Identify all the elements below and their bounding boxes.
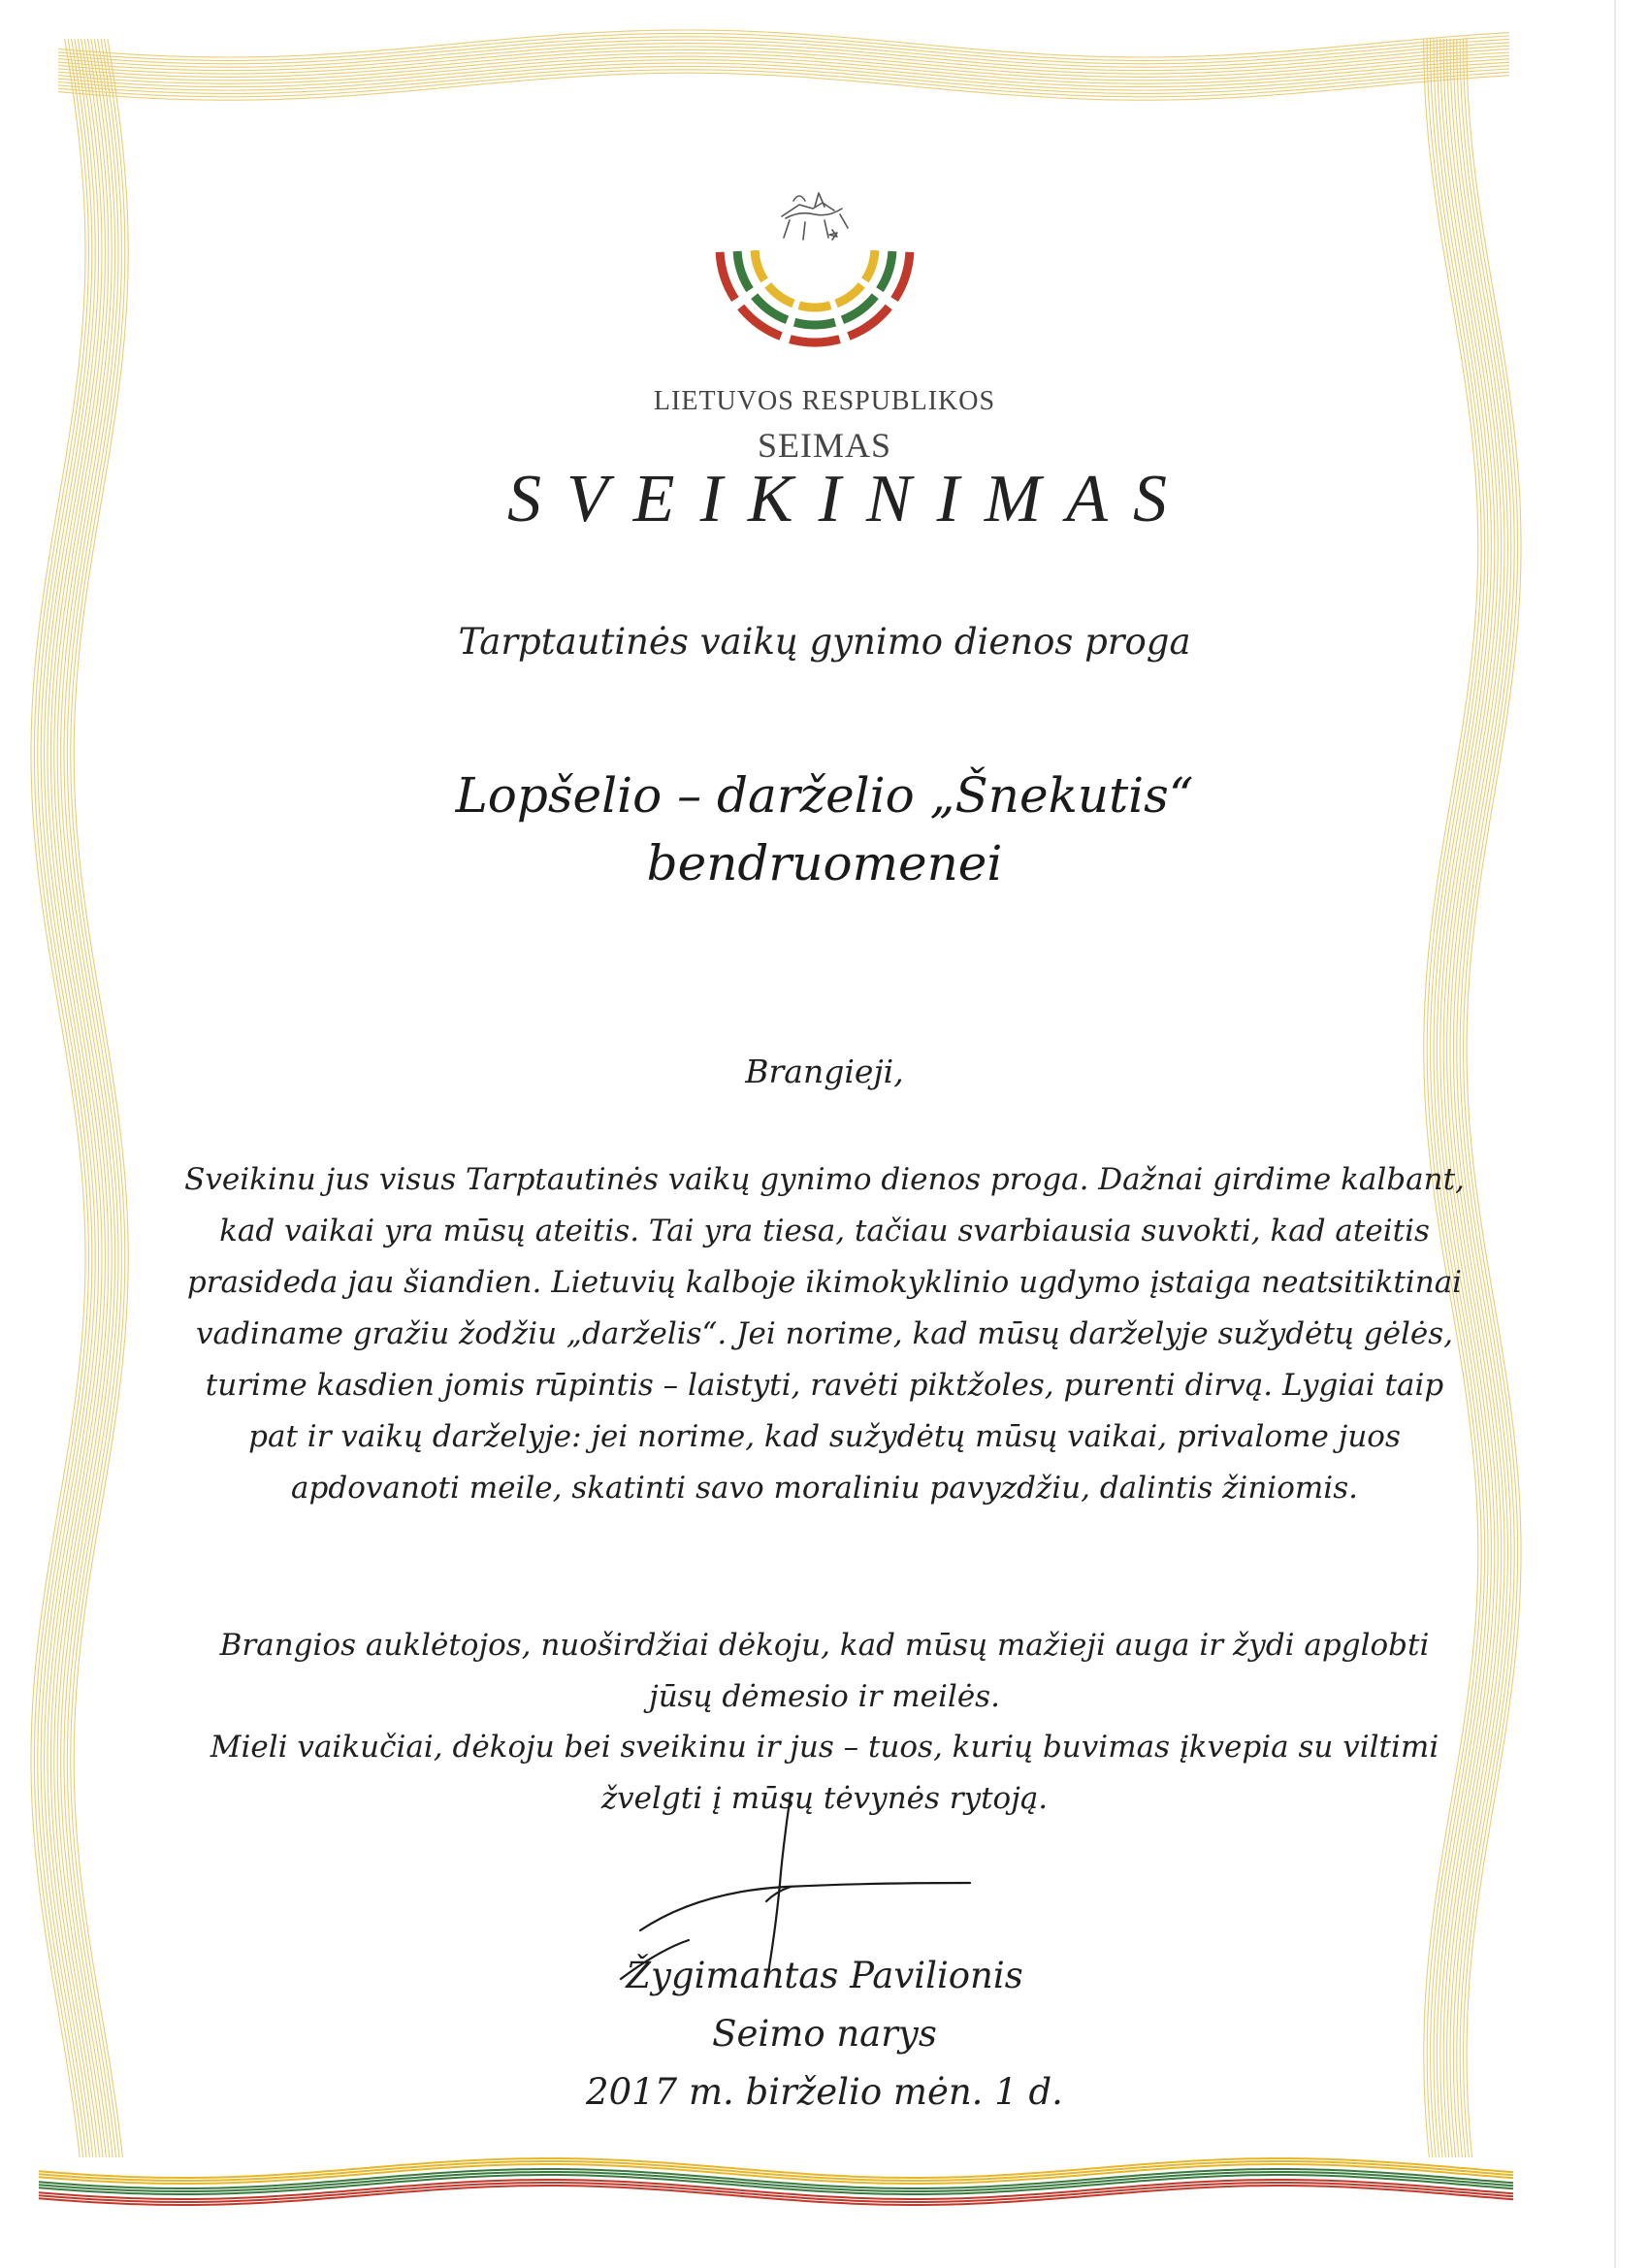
recipient [0, 761, 1649, 897]
document-title: SVEIKINIMAS [507, 462, 1192, 536]
greeting: Brangieji, [745, 1053, 904, 1090]
recipient-line-2: bendruomenei [646, 835, 1003, 891]
signatory-role: Seimo narys [712, 2013, 937, 2055]
institution-line-1: LIETUVOS RESPUBLIKOS [653, 386, 996, 416]
signatory-name: Žygimantas Pavilionis [626, 1955, 1023, 1996]
page-edge [1614, 0, 1616, 2268]
document-date: 2017 m. birželio mėn. 1 d. [586, 2071, 1063, 2113]
body-paragraph-2: Brangios auklėtojos, nuoširdžiai dėkoju, kad mūsų mažieji auga ir žydi apglobti jūsų dėmesio ir meilės. [219, 1628, 1430, 1714]
institution-name: SEIMAS [757, 426, 892, 465]
recipient-line-1: Lopšelio – darželio „Šnekutis“ [455, 767, 1194, 824]
seimas-emblem-icon [669, 179, 960, 373]
occasion-line: Tarptautinės vaikų gynimo dienos proga [458, 621, 1191, 663]
body-paragraph-1: Sveikinu jus visus Tarptautinės vaikų gynimo dienos proga. Dažnai girdime kalbant, kad vaikai yra mūsų ateitis. Tai yra tiesa, tačiau svarbiausia suvokti, kad ateitis prasideda jau šiandien. Lietuvių kalboje ikimokyklinio ugdymo įstaiga neatsitiktinai vadiname gražiu žodžiu „darželis“. Jei norime, kad mūsų darželyje sužydėtų gėlės, turime kasdien jomis rūpintis – laistyti, ravėti piktžoles, purenti dirvą. Lygiai taip pat ir vaikų darželyje: jei norime, kad sužydėtų mūsų vaikai, privalome juos apdovanoti meile, skatinti savo moraliniu pavyzdžiu, dalintis žiniomis. [184, 1162, 1465, 1506]
body-paragraph-3: Mieli vaikučiai, dėkoju bei sveikinu ir jus – tuos, kurių buvimas įkvepia su viltimi žvelgti į mūsų tėvynės rytoją. [210, 1730, 1439, 1816]
